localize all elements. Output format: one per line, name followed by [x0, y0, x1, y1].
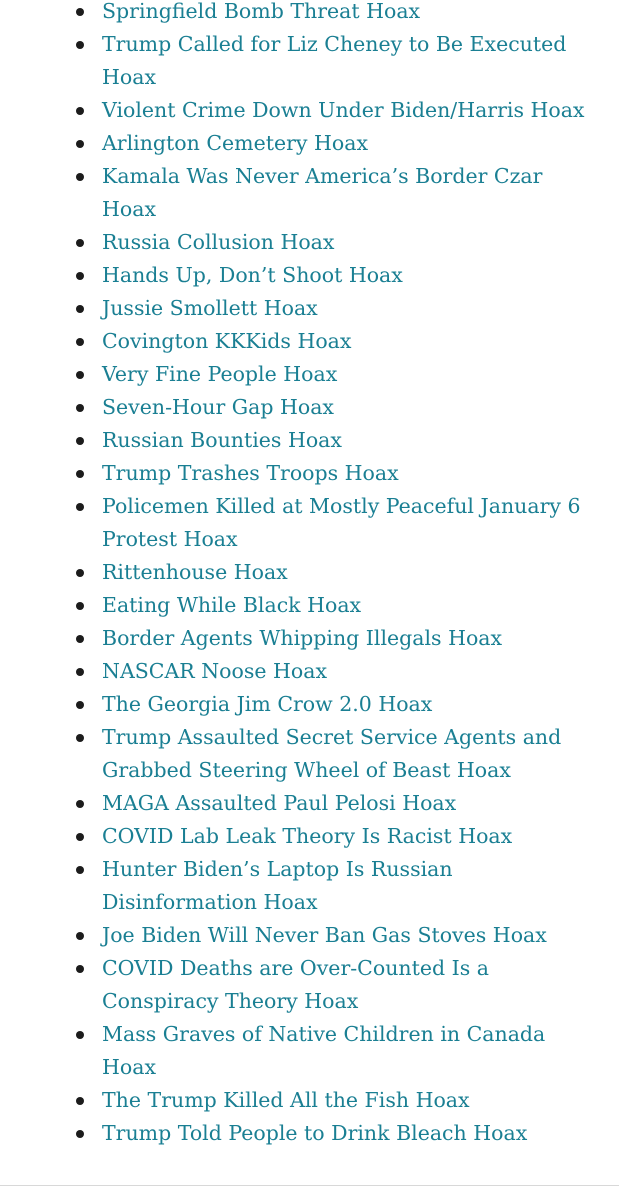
list-item: [0, 127, 619, 160]
hoax-link[interactable]: Hunter Biden’s Laptop Is Russian Disinformation Hoax: [102, 857, 453, 914]
list-item: [0, 853, 619, 919]
bullet-dot-icon: [76, 470, 84, 478]
bullet-dot-icon: [76, 1097, 84, 1105]
list-item: [0, 622, 619, 655]
list-item: [0, 919, 619, 952]
list-item: [0, 556, 619, 589]
list-item: [0, 0, 619, 28]
bullet-dot-icon: [76, 833, 84, 841]
hoax-link[interactable]: The Trump Killed All the Fish Hoax: [102, 1088, 470, 1112]
hoax-link[interactable]: Kamala Was Never America’s Border Czar Hoax: [102, 164, 543, 221]
bullet-dot-icon: [76, 437, 84, 445]
list-item: [0, 589, 619, 622]
bullet-dot-icon: [76, 800, 84, 808]
bullet-dot-icon: [76, 107, 84, 115]
bullet-dot-icon: [76, 371, 84, 379]
bullet-dot-icon: [76, 602, 84, 610]
list-item: [0, 1084, 619, 1117]
hoax-link[interactable]: Arlington Cemetery Hoax: [102, 131, 368, 155]
bullet-dot-icon: [76, 239, 84, 247]
bullet-dot-icon: [76, 338, 84, 346]
bullet-dot-icon: [76, 305, 84, 313]
list-item: [0, 292, 619, 325]
list-item: [0, 688, 619, 721]
list-item: [0, 787, 619, 820]
bullet-dot-icon: [76, 173, 84, 181]
hoax-link[interactable]: Violent Crime Down Under Biden/Harris Hoax: [102, 98, 585, 122]
hoax-link[interactable]: Hands Up, Don’t Shoot Hoax: [102, 263, 403, 287]
list-item: [0, 259, 619, 292]
hoax-link[interactable]: Trump Assaulted Secret Service Agents and Grabbed Steering Wheel of Beast Hoax: [102, 725, 562, 782]
bullet-dot-icon: [76, 965, 84, 973]
bullet-dot-icon: [76, 1031, 84, 1039]
list-item: [0, 457, 619, 490]
list-item: [0, 1018, 619, 1084]
bullet-dot-icon: [76, 41, 84, 49]
hoax-link[interactable]: Rittenhouse Hoax: [102, 560, 288, 584]
list-item: [0, 721, 619, 787]
hoax-link[interactable]: Trump Told People to Drink Bleach Hoax: [102, 1121, 528, 1145]
hoax-link[interactable]: COVID Lab Leak Theory Is Racist Hoax: [102, 824, 513, 848]
hoax-link[interactable]: Very Fine People Hoax: [102, 362, 338, 386]
bullet-dot-icon: [76, 866, 84, 874]
hoax-link[interactable]: Joe Biden Will Never Ban Gas Stoves Hoax: [102, 923, 547, 947]
list-item: [0, 820, 619, 853]
hoax-link[interactable]: Russia Collusion Hoax: [102, 230, 335, 254]
hoax-link[interactable]: Covington KKKids Hoax: [102, 329, 352, 353]
hoax-link[interactable]: Seven-Hour Gap Hoax: [102, 395, 334, 419]
list-item: [0, 94, 619, 127]
list-item: [0, 424, 619, 457]
bullet-dot-icon: [76, 1130, 84, 1138]
bullet-dot-icon: [76, 8, 84, 16]
list-item: [0, 160, 619, 226]
hoax-link[interactable]: The Georgia Jim Crow 2.0 Hoax: [102, 692, 433, 716]
list-item: [0, 490, 619, 556]
hoax-link[interactable]: Policemen Killed at Mostly Peaceful January 6 Protest Hoax: [102, 494, 581, 551]
hoax-link[interactable]: NASCAR Noose Hoax: [102, 659, 328, 683]
hoax-link[interactable]: Springfield Bomb Threat Hoax: [102, 0, 421, 23]
bullet-dot-icon: [76, 404, 84, 412]
hoax-link[interactable]: Russian Bounties Hoax: [102, 428, 342, 452]
list-item: [0, 391, 619, 424]
hoax-link[interactable]: Trump Called for Liz Cheney to Be Executed Hoax: [102, 32, 567, 89]
hoax-link[interactable]: Eating While Black Hoax: [102, 593, 362, 617]
list-item: [0, 952, 619, 1018]
bullet-dot-icon: [76, 503, 84, 511]
hoax-link[interactable]: Mass Graves of Native Children in Canada Hoax: [102, 1022, 546, 1079]
bottom-divider: [0, 1185, 619, 1200]
bullet-dot-icon: [76, 932, 84, 940]
bullet-dot-icon: [76, 635, 84, 643]
bullet-dot-icon: [76, 701, 84, 709]
hoax-link[interactable]: Trump Trashes Troops Hoax: [102, 461, 399, 485]
bullet-dot-icon: [76, 668, 84, 676]
bullet-dot-icon: [76, 734, 84, 742]
bullet-dot-icon: [76, 272, 84, 280]
list-item: [0, 325, 619, 358]
bullet-dot-icon: [76, 569, 84, 577]
list-item: [0, 226, 619, 259]
hoax-link[interactable]: MAGA Assaulted Paul Pelosi Hoax: [102, 791, 457, 815]
bullet-dot-icon: [76, 140, 84, 148]
list-item: [0, 1117, 619, 1150]
hoax-link[interactable]: Border Agents Whipping Illegals Hoax: [102, 626, 503, 650]
list-item: [0, 655, 619, 688]
hoax-link[interactable]: Jussie Smollett Hoax: [102, 296, 318, 320]
list-item: [0, 28, 619, 94]
list-item: [0, 358, 619, 391]
hoax-link[interactable]: COVID Deaths are Over-Counted Is a Conspiracy Theory Hoax: [102, 956, 489, 1013]
